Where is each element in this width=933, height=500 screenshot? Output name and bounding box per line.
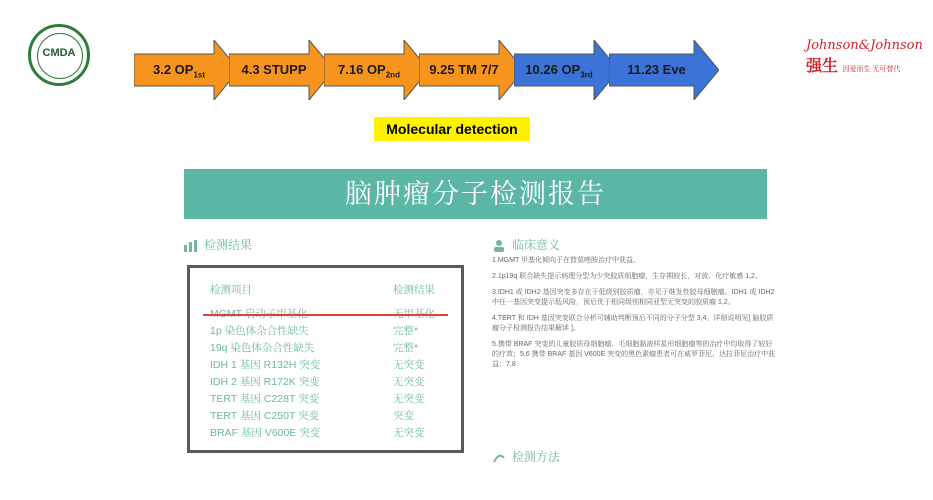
row-item: BRAF 基因 V600E 突变 <box>210 427 321 439</box>
treatment-timeline <box>134 40 724 100</box>
row-item: IDH 1 基因 R132H 突变 <box>210 359 321 371</box>
row-item: TERT 基因 C250T 突变 <box>210 410 320 422</box>
row-result: 无突变 <box>393 376 425 388</box>
timeline-label: 10.26 $OP_{3rd}$ <box>525 62 593 80</box>
table-row <box>210 425 440 441</box>
method-heading <box>492 448 560 465</box>
row-result: 无突变 <box>393 393 425 405</box>
timeline-label: 7.16 $OP_{2nd}$ <box>338 62 400 80</box>
clinical-note: 3.IDH1 或 IDH2 基因突变多存在于低级别胶质瘤，亦见于继发性胶母细胞瘤。IDH1 或 IDH2 中任一基因突变提示低风险，预后优于相同级别相同亚型无突变的胶质瘤 1,2。 <box>492 289 775 306</box>
results-table <box>187 265 464 453</box>
timeline-arrow <box>514 40 619 100</box>
timeline-arrow <box>419 40 524 100</box>
header-item: 检测项目 <box>210 284 252 296</box>
clinical-note: 2.1p19q 联合缺失提示病理分型为少突胶质细胞瘤，生存期较长，对放、化疗敏感 1,2。 <box>492 273 762 280</box>
header-result: 检测结果 <box>393 284 435 296</box>
table-row <box>210 323 440 339</box>
molecular-detection-label: Molecular detection <box>374 117 530 141</box>
method-heading-text: 检测方法 <box>512 450 561 464</box>
table-row <box>210 357 440 373</box>
highlight-underline <box>203 314 448 316</box>
timeline-label: 11.23 Eve <box>627 62 686 77</box>
timeline-arrow <box>134 40 239 100</box>
row-result: 无突变 <box>393 359 425 371</box>
row-result: 突变 <box>393 410 414 422</box>
johnson-johnson-logo <box>806 38 924 78</box>
report-title: 脑肿瘤分子检测报告 <box>184 169 767 219</box>
clinical-heading <box>492 236 560 253</box>
clinical-heading-text: 临床意义 <box>512 238 561 252</box>
results-heading-text: 检测结果 <box>204 238 253 252</box>
row-result: 完整* <box>393 325 419 337</box>
row-item: 1p 染色体杂合性缺失 <box>210 325 309 337</box>
cmda-logo <box>28 24 90 86</box>
clinical-notes <box>492 256 777 376</box>
timeline-label: 4.3 STUPP <box>241 62 307 77</box>
bar-chart-icon <box>184 240 198 252</box>
cmda-logo-text: CMDA <box>42 47 76 59</box>
timeline-label: 9.25 TM 7/7 <box>429 62 499 77</box>
row-item: 19q 染色体杂合性缺失 <box>210 342 315 354</box>
timeline-label: 3.2 $OP_{1st}$ <box>152 62 206 80</box>
clinical-note: 4.TERT 和 IDH 基因突变联合分析可辅助判断预后不同的分子分型 3,4。详细说明见[ 脑胶质瘤分子检测报告结果解读 ]。 <box>492 315 774 332</box>
clinical-note: 5.携带 BRAF 突变的儿童胶质母细胞瘤、毛细胞黏液样星形细胞瘤等的治疗中均取得了较好的疗效；5,6 携带 BRAF 基因 V600E 突变的黑色素瘤患者可在威罗菲尼、达拉菲尼治疗中获益；7,8 <box>492 341 776 368</box>
table-header <box>210 282 440 298</box>
jj-chinese-text: 强生 <box>806 58 839 75</box>
jj-script-text: Johnson&Johnson <box>806 38 923 53</box>
timeline-arrow <box>609 40 719 100</box>
row-item: IDH 2 基因 R172K 突变 <box>210 376 320 388</box>
row-item: TERT 基因 C228T 突变 <box>210 393 320 405</box>
timeline-arrow <box>324 40 429 100</box>
table-row <box>210 391 440 407</box>
row-result: 完整* <box>393 342 419 354</box>
jj-tagline: 因爱而生 无可替代 <box>842 66 901 73</box>
clinical-note: 1.MGMT 甲基化倾向于在替莫唑胺治疗中获益。 <box>492 257 641 264</box>
table-row <box>210 374 440 390</box>
table-row <box>210 340 440 356</box>
results-heading <box>184 236 252 253</box>
timeline-arrow <box>229 40 334 100</box>
swirl-icon <box>492 452 506 464</box>
table-row <box>210 408 440 424</box>
person-icon <box>492 240 506 252</box>
row-result: 无突变 <box>393 427 425 439</box>
